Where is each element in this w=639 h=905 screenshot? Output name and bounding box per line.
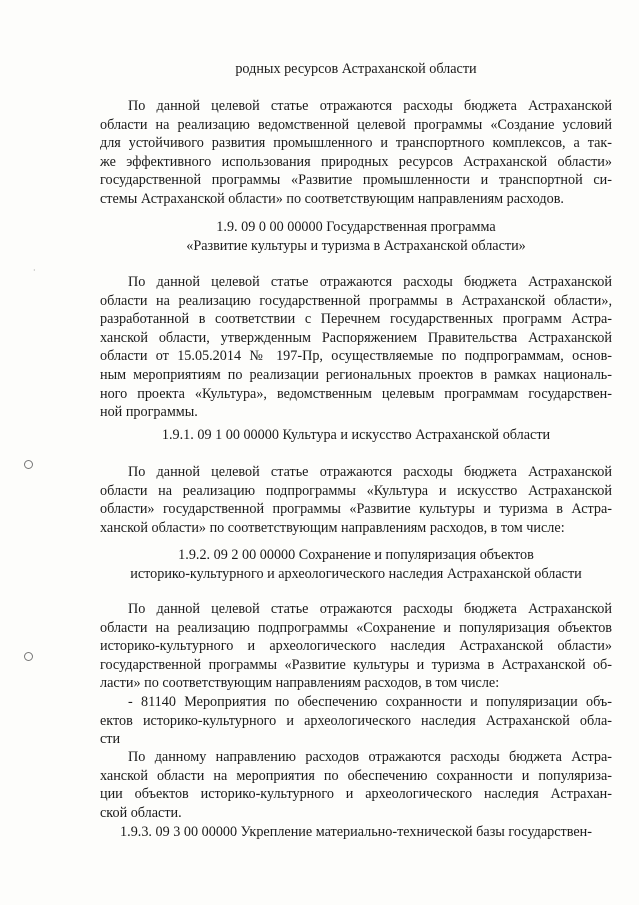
paragraph-4 xyxy=(100,600,612,693)
text-line: государственной программы «Развитие промышленности и транспортной си- xyxy=(100,172,612,189)
text-line: По данной целевой статье отражаются расходы бюджета Астраханской xyxy=(128,98,612,114)
text-line: 1.9. 09 0 00 00000 Государственная программа xyxy=(216,219,496,235)
text-line: родных ресурсов Астраханской области xyxy=(235,61,477,77)
text-line: По данной целевой статье отражаются расходы бюджета Астраханской xyxy=(128,464,612,480)
text-line: ханской области на мероприятия по обеспечению сохранности и популяриза- xyxy=(100,767,612,784)
text-line: По данной целевой статье отражаются расходы бюджета Астраханской xyxy=(128,601,612,617)
text-line: области» государственной программы «Развитие культуры и туризма в Астра- xyxy=(100,501,612,518)
text-line: ной программы. xyxy=(100,404,198,421)
text-line: для устойчивого развития промышленного и транспортного комплексов, а так- xyxy=(100,135,612,152)
text-line: области на реализацию подпрограммы «Культура и искусство Астраханской xyxy=(100,482,612,499)
text-line: «Развитие культуры и туризма в Астраханской области» xyxy=(186,237,526,254)
punch-hole-bottom xyxy=(24,652,33,661)
text-line: ектов историко-культурного и археологического наследия Астраханской обла- xyxy=(100,712,612,729)
text-line: ным мероприятиям по реализации региональных проектов в рамках националь- xyxy=(100,366,612,383)
text-line: историко-культурного и археологического наследия Астраханской области» xyxy=(100,638,612,655)
text-line: 1.9.3. 09 3 00 00000 Укрепление материально-технической базы государствен- xyxy=(120,824,592,840)
text-line: области от 15.05.2014 № 197-Пр, осуществляемые по подпрограммам, основ- xyxy=(100,348,612,365)
text-line: сти xyxy=(100,731,121,748)
text-line: государственной программы «Развитие культуры и туризма в Астраханской об- xyxy=(100,656,612,673)
paragraph-3 xyxy=(100,463,612,537)
text-line: ской области. xyxy=(100,804,182,821)
text-line: разработанной в соответствии с Перечнем государственных программ Астра- xyxy=(100,311,612,328)
scan-speck: · xyxy=(33,266,36,275)
text-line: 1.9.2. 09 2 00 00000 Сохранение и популяризация объектов xyxy=(178,547,534,563)
text-line: ласти» по соответствующим направлениям расходов, в том числе: xyxy=(100,675,500,692)
paragraph-5-direction-item xyxy=(100,693,612,749)
text-line: стемы Астраханской области» по соответствующим направлениям расходов. xyxy=(100,190,564,207)
section-heading-1-9 xyxy=(100,218,612,255)
text-line: области на реализацию ведомственной целевой программы «Создание условий xyxy=(100,116,612,133)
section-heading-continuation xyxy=(100,60,612,79)
text-line: - 81140 Мероприятия по обеспечению сохранности и популяризации объ- xyxy=(128,694,612,710)
text-line: По данной целевой статье отражаются расходы бюджета Астраханской xyxy=(128,274,612,290)
text-line: области на реализацию государственной программы в Астраханской области», xyxy=(100,292,612,309)
text-line: же эффективного использования природных ресурсов Астраханской области» xyxy=(100,153,612,170)
text-line: 1.9.1. 09 1 00 00000 Культура и искусство Астраханской области xyxy=(161,427,551,443)
text-line: области на реализацию подпрограммы «Сохранение и популяризация объектов xyxy=(100,619,612,636)
section-heading-1-9-3 xyxy=(100,823,612,842)
text-line: ного проекта «Культура», ведомственным целевым программам государствен- xyxy=(100,385,612,402)
punch-hole-top xyxy=(24,460,33,469)
paragraph-6 xyxy=(100,748,612,822)
text-line: По данному направлению расходов отражаются расходы бюджета Астра- xyxy=(128,749,612,765)
section-heading-1-9-2 xyxy=(100,546,612,583)
text-line: ханской области» по соответствующим направлениям расходов, в том числе: xyxy=(100,519,565,536)
section-heading-1-9-1 xyxy=(100,426,612,445)
text-line: историко-культурного и археологического наследия Астраханской области xyxy=(130,565,582,582)
text-line: ханской области, утвержденным Распоряжением Правительства Астраханской xyxy=(100,329,612,346)
paragraph-2 xyxy=(100,273,612,422)
text-line: ции объектов историко-культурного и археологического наследия Астрахан- xyxy=(100,786,612,803)
paragraph-1 xyxy=(100,97,612,209)
